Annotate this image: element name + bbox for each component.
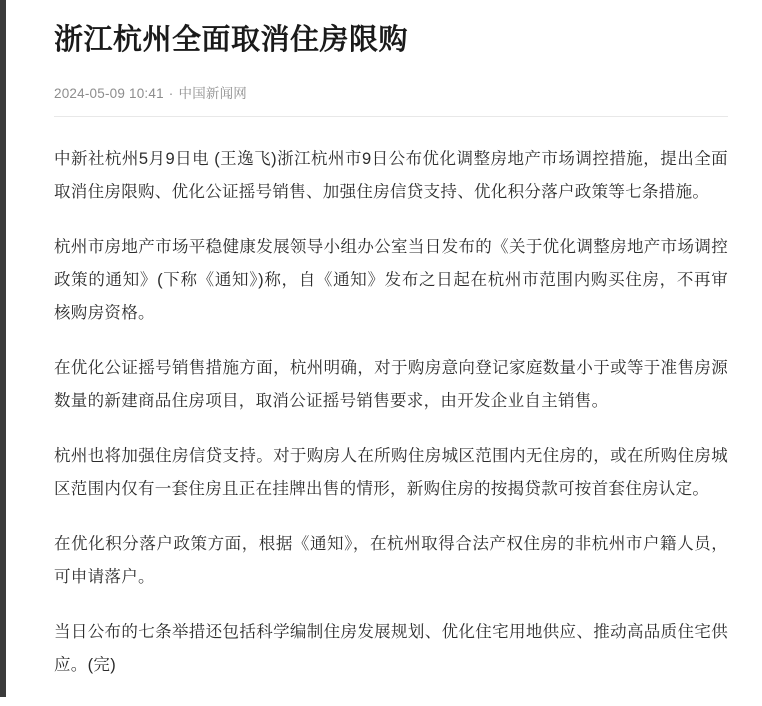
meta-separator: · — [168, 85, 174, 101]
meta-divider — [54, 116, 728, 117]
article-paragraph: 在优化公证摇号销售措施方面，杭州明确，对于购房意向登记家庭数量小于或等于准售房源数量的新建商品住房项目，取消公证摇号销售要求，由开发企业自主销售。 — [54, 358, 728, 410]
article-paragraph: 杭州市房地产市场平稳健康发展领导小组办公室当日发布的《关于优化调整房地产市场调控政策的通知》(下称《通知》)称，自《通知》发布之日起在杭州市范围内购买住房，不再审核购房资格。 — [54, 237, 728, 322]
left-accent-bar — [0, 0, 6, 697]
article-paragraph: 杭州也将加强住房信贷支持。对于购房人在所购住房城区范围内无住房的，或在所购住房城区范围内仅有一套住房且正在挂牌出售的情形，新购住房的按揭贷款可按首套住房认定。 — [54, 446, 728, 498]
article-source: 中国新闻网 — [178, 85, 247, 101]
page-title: 浙江杭州全面取消住房限购 — [54, 24, 409, 56]
publish-timestamp: 2024-05-09 10:41 — [54, 85, 164, 101]
article-paragraph: 在优化积分落户政策方面，根据《通知》，在杭州取得合法产权住房的非杭州市户籍人员，可申请落户。 — [54, 534, 728, 586]
article-paragraph: 中新社杭州5月9日电 (王逸飞)浙江杭州市9日公布优化调整房地产市场调控措施，提出全面取消住房限购、优化公证摇号销售、加强住房信贷支持、优化积分落户政策等七条措施。 — [54, 149, 728, 201]
article-paragraph: 当日公布的七条举措还包括科学编制住房发展规划、优化住宅用地供应、推动高品质住宅供应。(完) — [54, 622, 728, 674]
article-meta — [54, 82, 728, 102]
